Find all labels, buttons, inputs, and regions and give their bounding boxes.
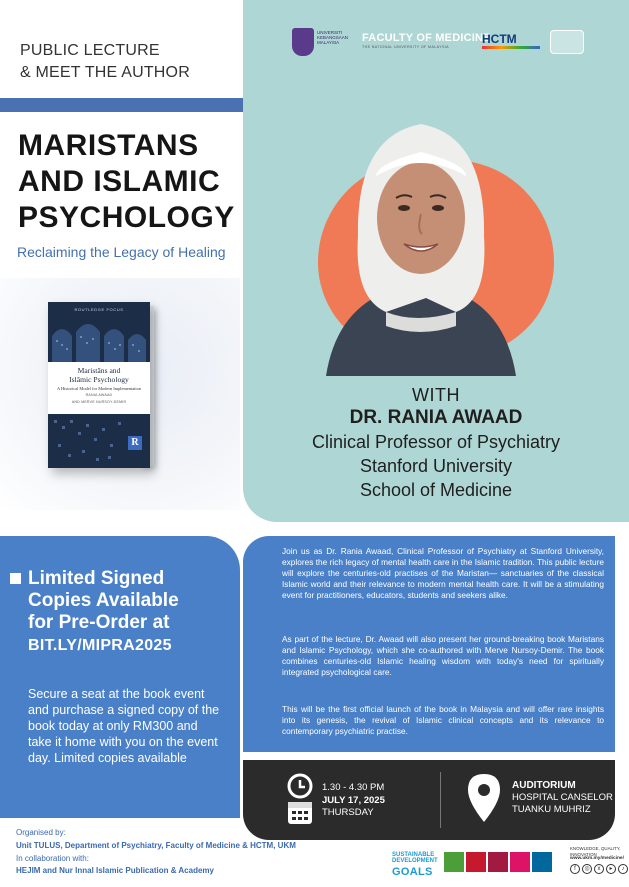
sdg-10-icon [510,852,530,872]
speaker-role-line-3: School of Medicine [359,480,513,500]
seal-logo [550,30,584,54]
event-time: 1.30 - 4.30 PM [322,782,385,793]
book-cover-top [48,302,150,362]
preorder-heading-line-1: Limited Signed [28,568,165,589]
venue-line-2: HOSPITAL CANSELOR [512,792,613,803]
ukm-wordmark-line-3: MALAYSIA [317,40,340,45]
venue-line-1: AUDITORIUM [512,780,576,791]
website-link[interactable]: www.ukm.my/medicine/ [570,856,624,861]
title-line-1: MARISTANS [18,129,199,162]
preorder-heading [28,568,233,634]
location-pin-icon [466,772,502,828]
event-subtitle: Reclaiming the Legacy of Healing [17,244,226,260]
description-paragraph-2: As part of the lecture, Dr. Awaad will also present her ground-breaking book Maristans and Islamic Psychology, which she co-authored with Merve Nursoy-Demir. The book combines centuries-old Islamic healing wisdom with today's need for spiritually integrated psychological care. [282,634,604,677]
speaker-portrait [316,86,526,376]
tiktok-icon[interactable]: ♪ [618,864,628,874]
info-divider [440,772,441,828]
routledge-logo: R [128,436,142,450]
social-links [570,864,628,874]
book-subtitle: A Historical Model for Modern Implementation [56,386,141,391]
youtube-icon[interactable]: ▸ [606,864,616,874]
ukm-wordmark [317,30,348,45]
collaboration-label: In collaboration with: [16,854,89,863]
faculty-logo: FACULTY OF MEDICINE [362,32,491,44]
ukm-crest-logo [292,28,314,56]
ukm-wordmark-line-2: KEBANGSAAN [317,35,349,40]
title-line-2: AND ISLAMIC [18,165,221,198]
book-title-line-2: Islāmic Psychology [69,375,129,384]
preorder-link[interactable]: BIT.LY/MIPRA2025 [28,637,172,654]
sdg-goal-tiles [444,852,564,874]
eyebrow-divider-bar [0,98,268,112]
preorder-heading-line-3: for Pre-Order at [28,612,170,633]
speaker-name: DR. RANIA AWAAD [349,407,523,428]
speaker-role-line-1: Clinical Professor of Psychiatry [311,432,561,452]
book-cover-title-band [48,362,150,414]
collaboration-value: HEJIM and Nur Innal Islamic Publication & Academy [16,866,214,875]
description-paragraph-3: This will be the first official launch of the book in Malaysia and will offer rare insights into its genesis, the revival of Islamic clinical concepts and its relevance to contemporary psychiatric practise. [282,704,604,736]
book-author-line-1: RANIA AWAAD [85,393,113,397]
event-type [20,40,190,84]
sdg-4-icon [466,852,486,872]
book-cover [48,302,150,468]
venue-line-3: TUANKU MUHRIZ [512,804,591,815]
sdg-label-line-2: DEVELOPMENT [392,858,438,864]
facebook-icon[interactable]: f [570,864,580,874]
hctm-logo-stripe [482,46,540,49]
book-author-line-2: AND MERVE NURSOY-DEMIR [71,399,127,404]
sdg-16-icon [532,852,552,872]
faculty-logo-subtitle: THE NATIONAL UNIVERSITY OF MALAYSIA [362,45,449,49]
hctm-logo: HCTM [482,32,517,46]
instagram-icon[interactable]: ◎ [582,864,592,874]
preorder-heading-line-2: Copies Available [28,590,179,611]
organised-value: Unit TULUS, Department of Psychiatry, Faculty of Medicine & HCTM, UKM [16,841,296,850]
bullet-square-icon [10,573,21,584]
event-day: THURSDAY [322,807,374,818]
event-title [18,128,235,236]
clock-calendar-icon [285,772,315,828]
eyebrow-line-2: & MEET THE AUTHOR [20,64,190,81]
contact-tagline: KNOWLEDGE, QUALITY, INNOVATION [570,846,621,857]
x-icon[interactable]: x [594,864,604,874]
sdg-8-icon [488,852,508,872]
sdg-label [392,852,438,864]
speaker-role-line-2: Stanford University [359,456,513,476]
title-line-3: PSYCHOLOGY [18,201,235,234]
book-series: ROUTLEDGE FOCUS [74,307,124,312]
sdg-3-icon [444,852,464,872]
book-title-line-1: Maristāns and [77,366,121,375]
ukm-wordmark-line-1: UNIVERSITI [317,30,343,35]
description-paragraph-1: Join us as Dr. Rania Awaad, Clinical Professor of Psychiatry at Stanford University, explores the rich legacy of mental health care in the Islamic tradition. This public lecture will explore the centuries-old practises of the Maristan— sanctuaries of the classical Islamic world and their relevance to modern mental health care. It will be a stimulating event for practitioners, educators, students and seekers alike. [282,546,604,600]
sdg-label-line-1: SUSTAINABLE [392,852,435,858]
arches-pattern-icon [48,314,150,362]
speaker-details [243,384,629,502]
preorder-body: Secure a seat at the book event and purchase a signed copy of the book today at only RM300 and take it home with you on the event day. Limited copies available [28,687,220,765]
with-label: WITH [412,385,460,405]
eyebrow-line-1: PUBLIC LECTURE [20,42,160,59]
organised-label: Organised by: [16,828,66,837]
event-date: JULY 17, 2025 [322,795,385,806]
sdg-goals-word: GOALS [392,866,433,878]
